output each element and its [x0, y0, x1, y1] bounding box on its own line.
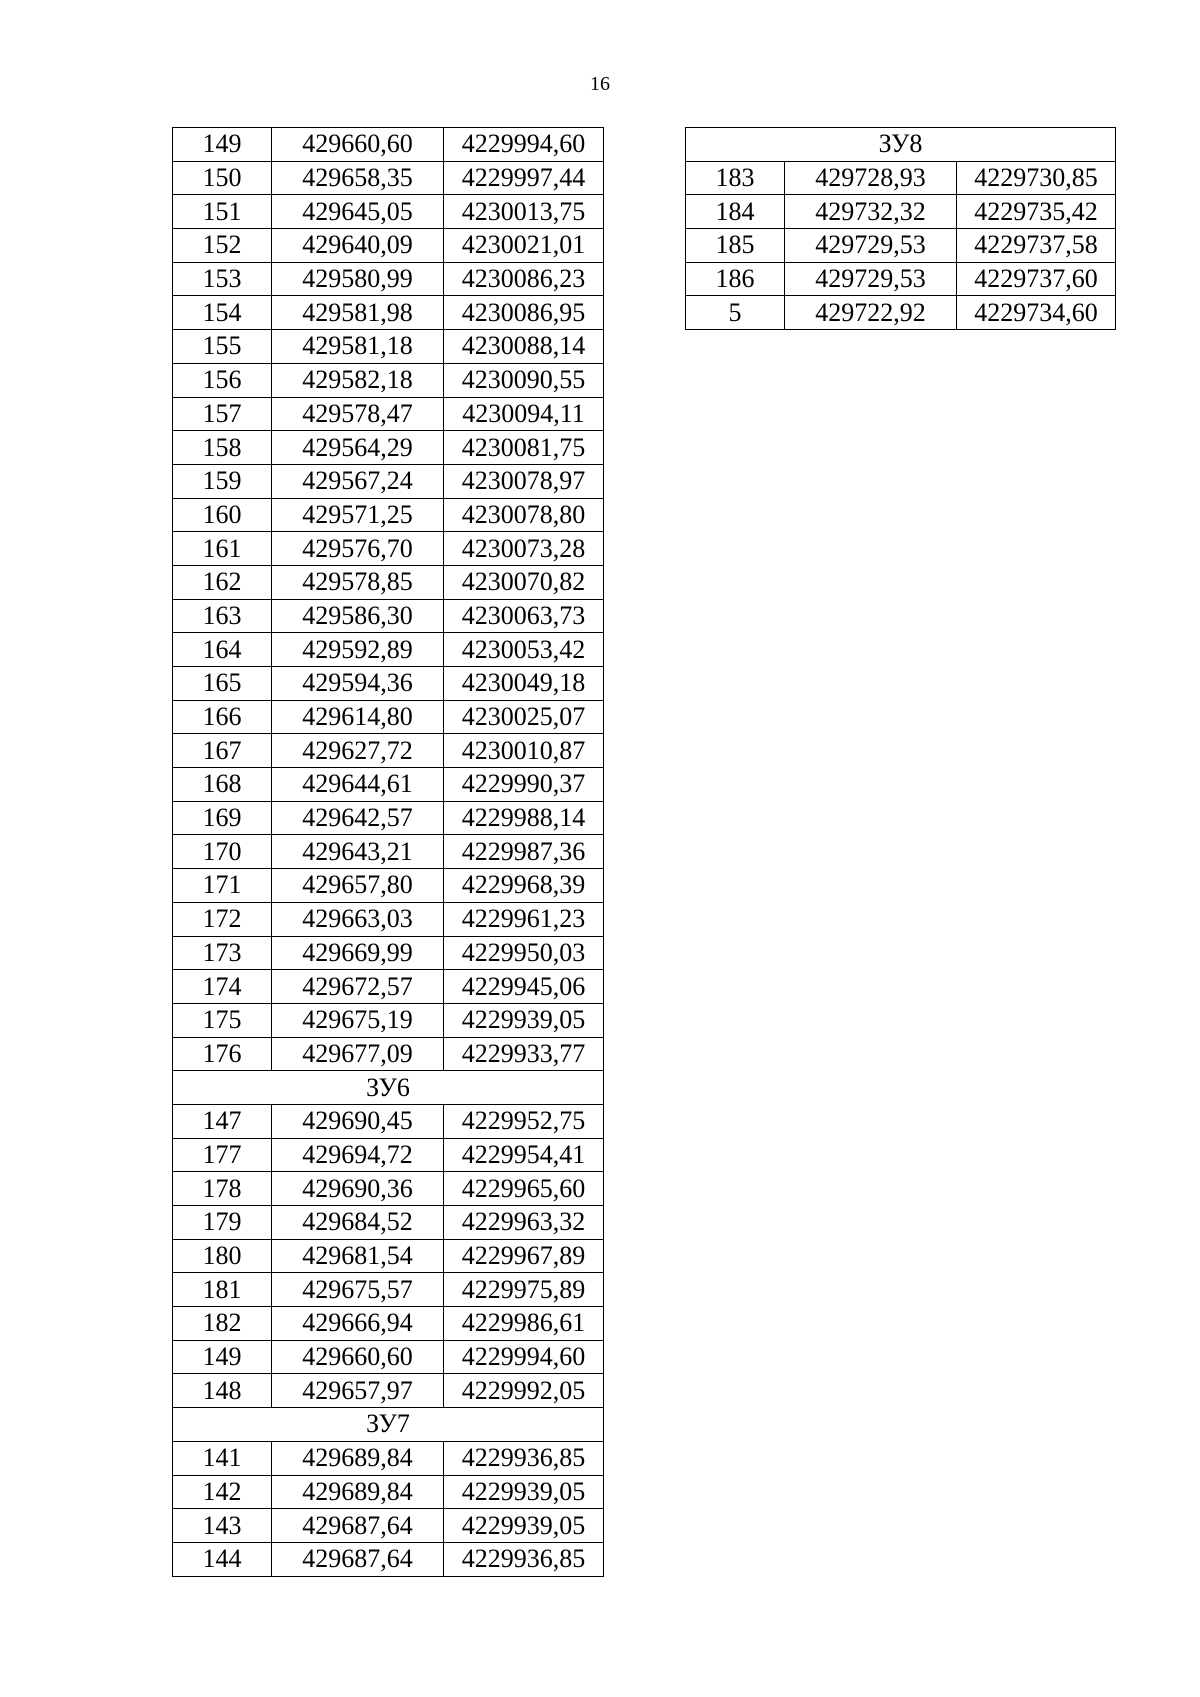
table-row — [173, 1172, 604, 1206]
point-number-cell: 169 — [173, 801, 272, 835]
point-number-cell: 5 — [686, 296, 785, 330]
point-number-cell: 147 — [173, 1104, 272, 1138]
y-coordinate-cell: 4230094,11 — [444, 397, 604, 431]
point-number-cell: 167 — [173, 734, 272, 768]
table-row — [173, 464, 604, 498]
x-coordinate-cell: 429571,25 — [272, 498, 444, 532]
y-coordinate-cell: 4229990,37 — [444, 768, 604, 802]
table-row — [173, 970, 604, 1004]
table-row — [173, 1509, 604, 1543]
y-coordinate-cell: 4229986,61 — [444, 1307, 604, 1341]
table-row — [173, 734, 604, 768]
x-coordinate-cell: 429578,47 — [272, 397, 444, 431]
point-number-cell: 179 — [173, 1206, 272, 1240]
point-number-cell: 149 — [173, 128, 272, 162]
table-row — [686, 161, 1116, 195]
y-coordinate-cell: 4229997,44 — [444, 161, 604, 195]
table-row — [173, 1003, 604, 1037]
x-coordinate-cell: 429657,80 — [272, 869, 444, 903]
y-coordinate-cell: 4229936,85 — [444, 1542, 604, 1576]
table-row — [173, 869, 604, 903]
y-coordinate-cell: 4229945,06 — [444, 970, 604, 1004]
y-coordinate-cell: 4229994,60 — [444, 1340, 604, 1374]
table-row — [173, 330, 604, 364]
section-header-row — [173, 1408, 604, 1442]
point-number-cell: 176 — [173, 1037, 272, 1071]
y-coordinate-cell: 4230073,28 — [444, 532, 604, 566]
table-row — [173, 1441, 604, 1475]
y-coordinate-cell: 4229994,60 — [444, 128, 604, 162]
x-coordinate-cell: 429658,35 — [272, 161, 444, 195]
table-row — [173, 1475, 604, 1509]
point-number-cell: 153 — [173, 262, 272, 296]
x-coordinate-cell: 429581,18 — [272, 330, 444, 364]
section-label: ЗУ8 — [686, 128, 1116, 162]
y-coordinate-cell: 4229975,89 — [444, 1273, 604, 1307]
point-number-cell: 163 — [173, 599, 272, 633]
table-row — [173, 1239, 604, 1273]
y-coordinate-cell: 4229737,58 — [957, 229, 1116, 263]
y-coordinate-cell: 4230025,07 — [444, 700, 604, 734]
x-coordinate-cell: 429666,94 — [272, 1307, 444, 1341]
x-coordinate-cell: 429732,32 — [785, 195, 957, 229]
table-row — [686, 195, 1116, 229]
table-row — [173, 431, 604, 465]
x-coordinate-cell: 429690,36 — [272, 1172, 444, 1206]
y-coordinate-cell: 4229735,42 — [957, 195, 1116, 229]
table-row — [173, 498, 604, 532]
table-row — [173, 700, 604, 734]
point-number-cell: 156 — [173, 363, 272, 397]
x-coordinate-cell: 429728,93 — [785, 161, 957, 195]
table-row — [173, 161, 604, 195]
point-number-cell: 183 — [686, 161, 785, 195]
table-row — [173, 1037, 604, 1071]
table-row — [173, 262, 604, 296]
table-row — [173, 1138, 604, 1172]
point-number-cell: 185 — [686, 229, 785, 263]
y-coordinate-cell: 4229730,85 — [957, 161, 1116, 195]
y-coordinate-cell: 4230088,14 — [444, 330, 604, 364]
point-number-cell: 149 — [173, 1340, 272, 1374]
table-row — [686, 262, 1116, 296]
x-coordinate-cell: 429567,24 — [272, 464, 444, 498]
table-row — [173, 599, 604, 633]
table-row — [173, 936, 604, 970]
coordinates-table-left-body — [173, 128, 604, 1577]
y-coordinate-cell: 4229961,23 — [444, 902, 604, 936]
x-coordinate-cell: 429687,64 — [272, 1509, 444, 1543]
point-number-cell: 175 — [173, 1003, 272, 1037]
y-coordinate-cell: 4229988,14 — [444, 801, 604, 835]
y-coordinate-cell: 4229950,03 — [444, 936, 604, 970]
table-row — [173, 565, 604, 599]
point-number-cell: 141 — [173, 1441, 272, 1475]
point-number-cell: 161 — [173, 532, 272, 566]
point-number-cell: 181 — [173, 1273, 272, 1307]
x-coordinate-cell: 429642,57 — [272, 801, 444, 835]
x-coordinate-cell: 429729,53 — [785, 229, 957, 263]
point-number-cell: 157 — [173, 397, 272, 431]
table-row — [173, 532, 604, 566]
table-row — [173, 1206, 604, 1240]
table-row — [173, 1374, 604, 1408]
x-coordinate-cell: 429657,97 — [272, 1374, 444, 1408]
point-number-cell: 164 — [173, 633, 272, 667]
table-row — [686, 229, 1116, 263]
x-coordinate-cell: 429660,60 — [272, 1340, 444, 1374]
x-coordinate-cell: 429689,84 — [272, 1441, 444, 1475]
point-number-cell: 159 — [173, 464, 272, 498]
y-coordinate-cell: 4229952,75 — [444, 1104, 604, 1138]
point-number-cell: 142 — [173, 1475, 272, 1509]
y-coordinate-cell: 4230090,55 — [444, 363, 604, 397]
x-coordinate-cell: 429643,21 — [272, 835, 444, 869]
y-coordinate-cell: 4229936,85 — [444, 1441, 604, 1475]
x-coordinate-cell: 429675,57 — [272, 1273, 444, 1307]
x-coordinate-cell: 429592,89 — [272, 633, 444, 667]
x-coordinate-cell: 429729,53 — [785, 262, 957, 296]
point-number-cell: 150 — [173, 161, 272, 195]
point-number-cell: 143 — [173, 1509, 272, 1543]
y-coordinate-cell: 4230063,73 — [444, 599, 604, 633]
x-coordinate-cell: 429669,99 — [272, 936, 444, 970]
y-coordinate-cell: 4229939,05 — [444, 1509, 604, 1543]
point-number-cell: 144 — [173, 1542, 272, 1576]
coordinates-table-left — [172, 127, 604, 1577]
y-coordinate-cell: 4230078,97 — [444, 464, 604, 498]
x-coordinate-cell: 429689,84 — [272, 1475, 444, 1509]
y-coordinate-cell: 4230078,80 — [444, 498, 604, 532]
point-number-cell: 180 — [173, 1239, 272, 1273]
x-coordinate-cell: 429581,98 — [272, 296, 444, 330]
table-row — [173, 363, 604, 397]
point-number-cell: 184 — [686, 195, 785, 229]
x-coordinate-cell: 429722,92 — [785, 296, 957, 330]
table-row — [173, 633, 604, 667]
y-coordinate-cell: 4229737,60 — [957, 262, 1116, 296]
y-coordinate-cell: 4230070,82 — [444, 565, 604, 599]
x-coordinate-cell: 429663,03 — [272, 902, 444, 936]
point-number-cell: 171 — [173, 869, 272, 903]
y-coordinate-cell: 4229967,89 — [444, 1239, 604, 1273]
point-number-cell: 178 — [173, 1172, 272, 1206]
x-coordinate-cell: 429564,29 — [272, 431, 444, 465]
point-number-cell: 173 — [173, 936, 272, 970]
point-number-cell: 158 — [173, 431, 272, 465]
y-coordinate-cell: 4229939,05 — [444, 1003, 604, 1037]
table-row — [173, 1307, 604, 1341]
x-coordinate-cell: 429690,45 — [272, 1104, 444, 1138]
point-number-cell: 165 — [173, 667, 272, 701]
section-header-row — [173, 1071, 604, 1105]
x-coordinate-cell: 429627,72 — [272, 734, 444, 768]
point-number-cell: 148 — [173, 1374, 272, 1408]
section-label: ЗУ7 — [173, 1408, 604, 1442]
x-coordinate-cell: 429582,18 — [272, 363, 444, 397]
x-coordinate-cell: 429672,57 — [272, 970, 444, 1004]
point-number-cell: 152 — [173, 229, 272, 263]
point-number-cell: 172 — [173, 902, 272, 936]
table-row — [686, 296, 1116, 330]
y-coordinate-cell: 4229965,60 — [444, 1172, 604, 1206]
point-number-cell: 155 — [173, 330, 272, 364]
point-number-cell: 168 — [173, 768, 272, 802]
x-coordinate-cell: 429594,36 — [272, 667, 444, 701]
x-coordinate-cell: 429644,61 — [272, 768, 444, 802]
table-row — [173, 768, 604, 802]
point-number-cell: 174 — [173, 970, 272, 1004]
y-coordinate-cell: 4230086,23 — [444, 262, 604, 296]
point-number-cell: 182 — [173, 1307, 272, 1341]
y-coordinate-cell: 4229963,32 — [444, 1206, 604, 1240]
x-coordinate-cell: 429576,70 — [272, 532, 444, 566]
x-coordinate-cell: 429687,64 — [272, 1542, 444, 1576]
point-number-cell: 166 — [173, 700, 272, 734]
point-number-cell: 151 — [173, 195, 272, 229]
x-coordinate-cell: 429694,72 — [272, 1138, 444, 1172]
table-row — [173, 1104, 604, 1138]
y-coordinate-cell: 4230049,18 — [444, 667, 604, 701]
x-coordinate-cell: 429645,05 — [272, 195, 444, 229]
table-row — [173, 397, 604, 431]
x-coordinate-cell: 429677,09 — [272, 1037, 444, 1071]
coordinates-table-right — [685, 127, 1116, 330]
x-coordinate-cell: 429660,60 — [272, 128, 444, 162]
table-row — [173, 128, 604, 162]
y-coordinate-cell: 4230081,75 — [444, 431, 604, 465]
table-row — [173, 296, 604, 330]
y-coordinate-cell: 4229987,36 — [444, 835, 604, 869]
point-number-cell: 177 — [173, 1138, 272, 1172]
y-coordinate-cell: 4229968,39 — [444, 869, 604, 903]
point-number-cell: 154 — [173, 296, 272, 330]
x-coordinate-cell: 429586,30 — [272, 599, 444, 633]
point-number-cell: 170 — [173, 835, 272, 869]
y-coordinate-cell: 4229933,77 — [444, 1037, 604, 1071]
point-number-cell: 162 — [173, 565, 272, 599]
section-label: ЗУ6 — [173, 1071, 604, 1105]
y-coordinate-cell: 4229939,05 — [444, 1475, 604, 1509]
table-row — [173, 667, 604, 701]
x-coordinate-cell: 429578,85 — [272, 565, 444, 599]
y-coordinate-cell: 4230013,75 — [444, 195, 604, 229]
y-coordinate-cell: 4229954,41 — [444, 1138, 604, 1172]
point-number-cell: 186 — [686, 262, 785, 296]
section-header-row — [686, 128, 1116, 162]
table-row — [173, 902, 604, 936]
table-row — [173, 1340, 604, 1374]
coordinates-table-right-body — [686, 128, 1116, 330]
table-row — [173, 1542, 604, 1576]
table-row — [173, 835, 604, 869]
y-coordinate-cell: 4229992,05 — [444, 1374, 604, 1408]
table-row — [173, 229, 604, 263]
y-coordinate-cell: 4230021,01 — [444, 229, 604, 263]
x-coordinate-cell: 429675,19 — [272, 1003, 444, 1037]
table-row — [173, 801, 604, 835]
y-coordinate-cell: 4230010,87 — [444, 734, 604, 768]
x-coordinate-cell: 429614,80 — [272, 700, 444, 734]
table-row — [173, 1273, 604, 1307]
y-coordinate-cell: 4230086,95 — [444, 296, 604, 330]
y-coordinate-cell: 4229734,60 — [957, 296, 1116, 330]
x-coordinate-cell: 429681,54 — [272, 1239, 444, 1273]
point-number-cell: 160 — [173, 498, 272, 532]
table-row — [173, 195, 604, 229]
x-coordinate-cell: 429640,09 — [272, 229, 444, 263]
y-coordinate-cell: 4230053,42 — [444, 633, 604, 667]
page-number: 16 — [590, 73, 610, 95]
x-coordinate-cell: 429580,99 — [272, 262, 444, 296]
x-coordinate-cell: 429684,52 — [272, 1206, 444, 1240]
